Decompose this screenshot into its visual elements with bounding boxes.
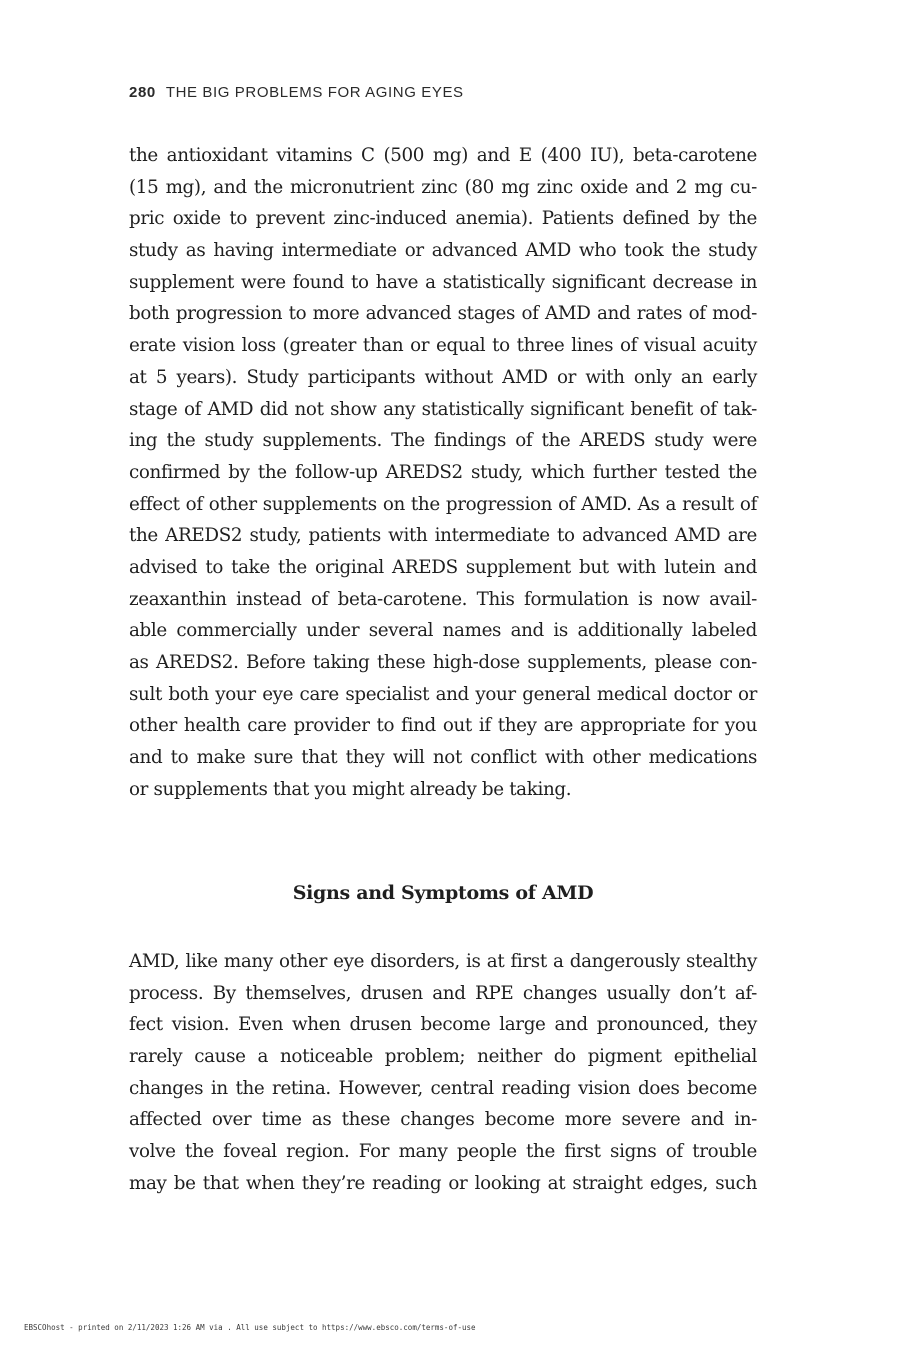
text-line: pric oxide to prevent zinc-induced anemia). Patients defined by the (129, 208, 757, 230)
text-line: process. By themselves, drusen and RPE changes usually don’t af- (129, 982, 757, 1004)
text-line: zeaxanthin instead of beta-carotene. This formulation is now avail- (129, 588, 757, 610)
body-paragraph-2 (129, 946, 757, 1200)
text-line: may be that when they’re reading or looking at straight edges, such (129, 1172, 757, 1194)
text-line: effect of other supplements on the progression of AMD. As a result of (129, 493, 757, 515)
text-line: or supplements that you might already be taking. (129, 778, 572, 800)
text-line: and to make sure that they will not conflict with other medications (129, 747, 757, 769)
text-line: fect vision. Even when drusen become large and pronounced, they (129, 1014, 757, 1036)
text-line: supplement were found to have a statistically significant decrease in (129, 271, 757, 293)
text-line: both progression to more advanced stages of AMD and rates of mod- (129, 303, 757, 325)
text-line: as AREDS2. Before taking these high-dose supplements, please con- (129, 652, 757, 673)
text-line: volve the foveal region. For many people the first signs of trouble (129, 1141, 757, 1163)
text-line: other health care provider to find out if they are appropriate for you (129, 715, 757, 737)
body-paragraph-1 (129, 140, 757, 805)
text-line: advised to take the original AREDS supplement but with lutein and (129, 556, 757, 578)
text-line: AMD, like many other eye disorders, is at first a dangerously stealthy (129, 951, 757, 972)
print-footer-note: EBSCOhost - printed on 2/11/2023 1:26 AM via . All use subject to https://www.ebsco.com/terms-of-use (24, 1323, 476, 1332)
text-line: the AREDS2 study, patients with intermediate to advanced AMD are (129, 525, 757, 547)
text-line: the antioxidant vitamins C (500 mg) and E (400 IU), beta-carotene (129, 145, 757, 166)
text-line: changes in the retina. However, central reading vision does become (129, 1077, 757, 1099)
text-line: confirmed by the follow-up AREDS2 study, which further tested the (129, 461, 757, 483)
text-line: (15 mg), and the micronutrient zinc (80 mg zinc oxide and 2 mg cu- (129, 176, 757, 198)
text-line: rarely cause a noticeable problem; neither do pigment epithelial (129, 1046, 757, 1068)
text-line: affected over time as these changes become more severe and in- (129, 1109, 757, 1131)
page-number: 280 (129, 84, 156, 101)
text-line: able commercially under several names and is additionally labeled (129, 620, 757, 642)
text-line: study as having intermediate or advanced AMD who took the study (129, 240, 757, 262)
text-line: ing the study supplements. The findings of the AREDS study were (129, 430, 757, 452)
text-line: erate vision loss (greater than or equal to three lines of visual acuity (129, 335, 757, 357)
text-line: sult both your eye care specialist and your general medical doctor or (129, 683, 757, 705)
running-head (129, 84, 464, 101)
text-line: at 5 years). Study participants without AMD or with only an early (129, 366, 757, 388)
running-title: THE BIG PROBLEMS FOR AGING EYES (165, 84, 464, 101)
section-heading: Signs and Symptoms of AMD (292, 882, 594, 904)
text-line: stage of AMD did not show any statistically significant benefit of tak- (129, 398, 757, 420)
